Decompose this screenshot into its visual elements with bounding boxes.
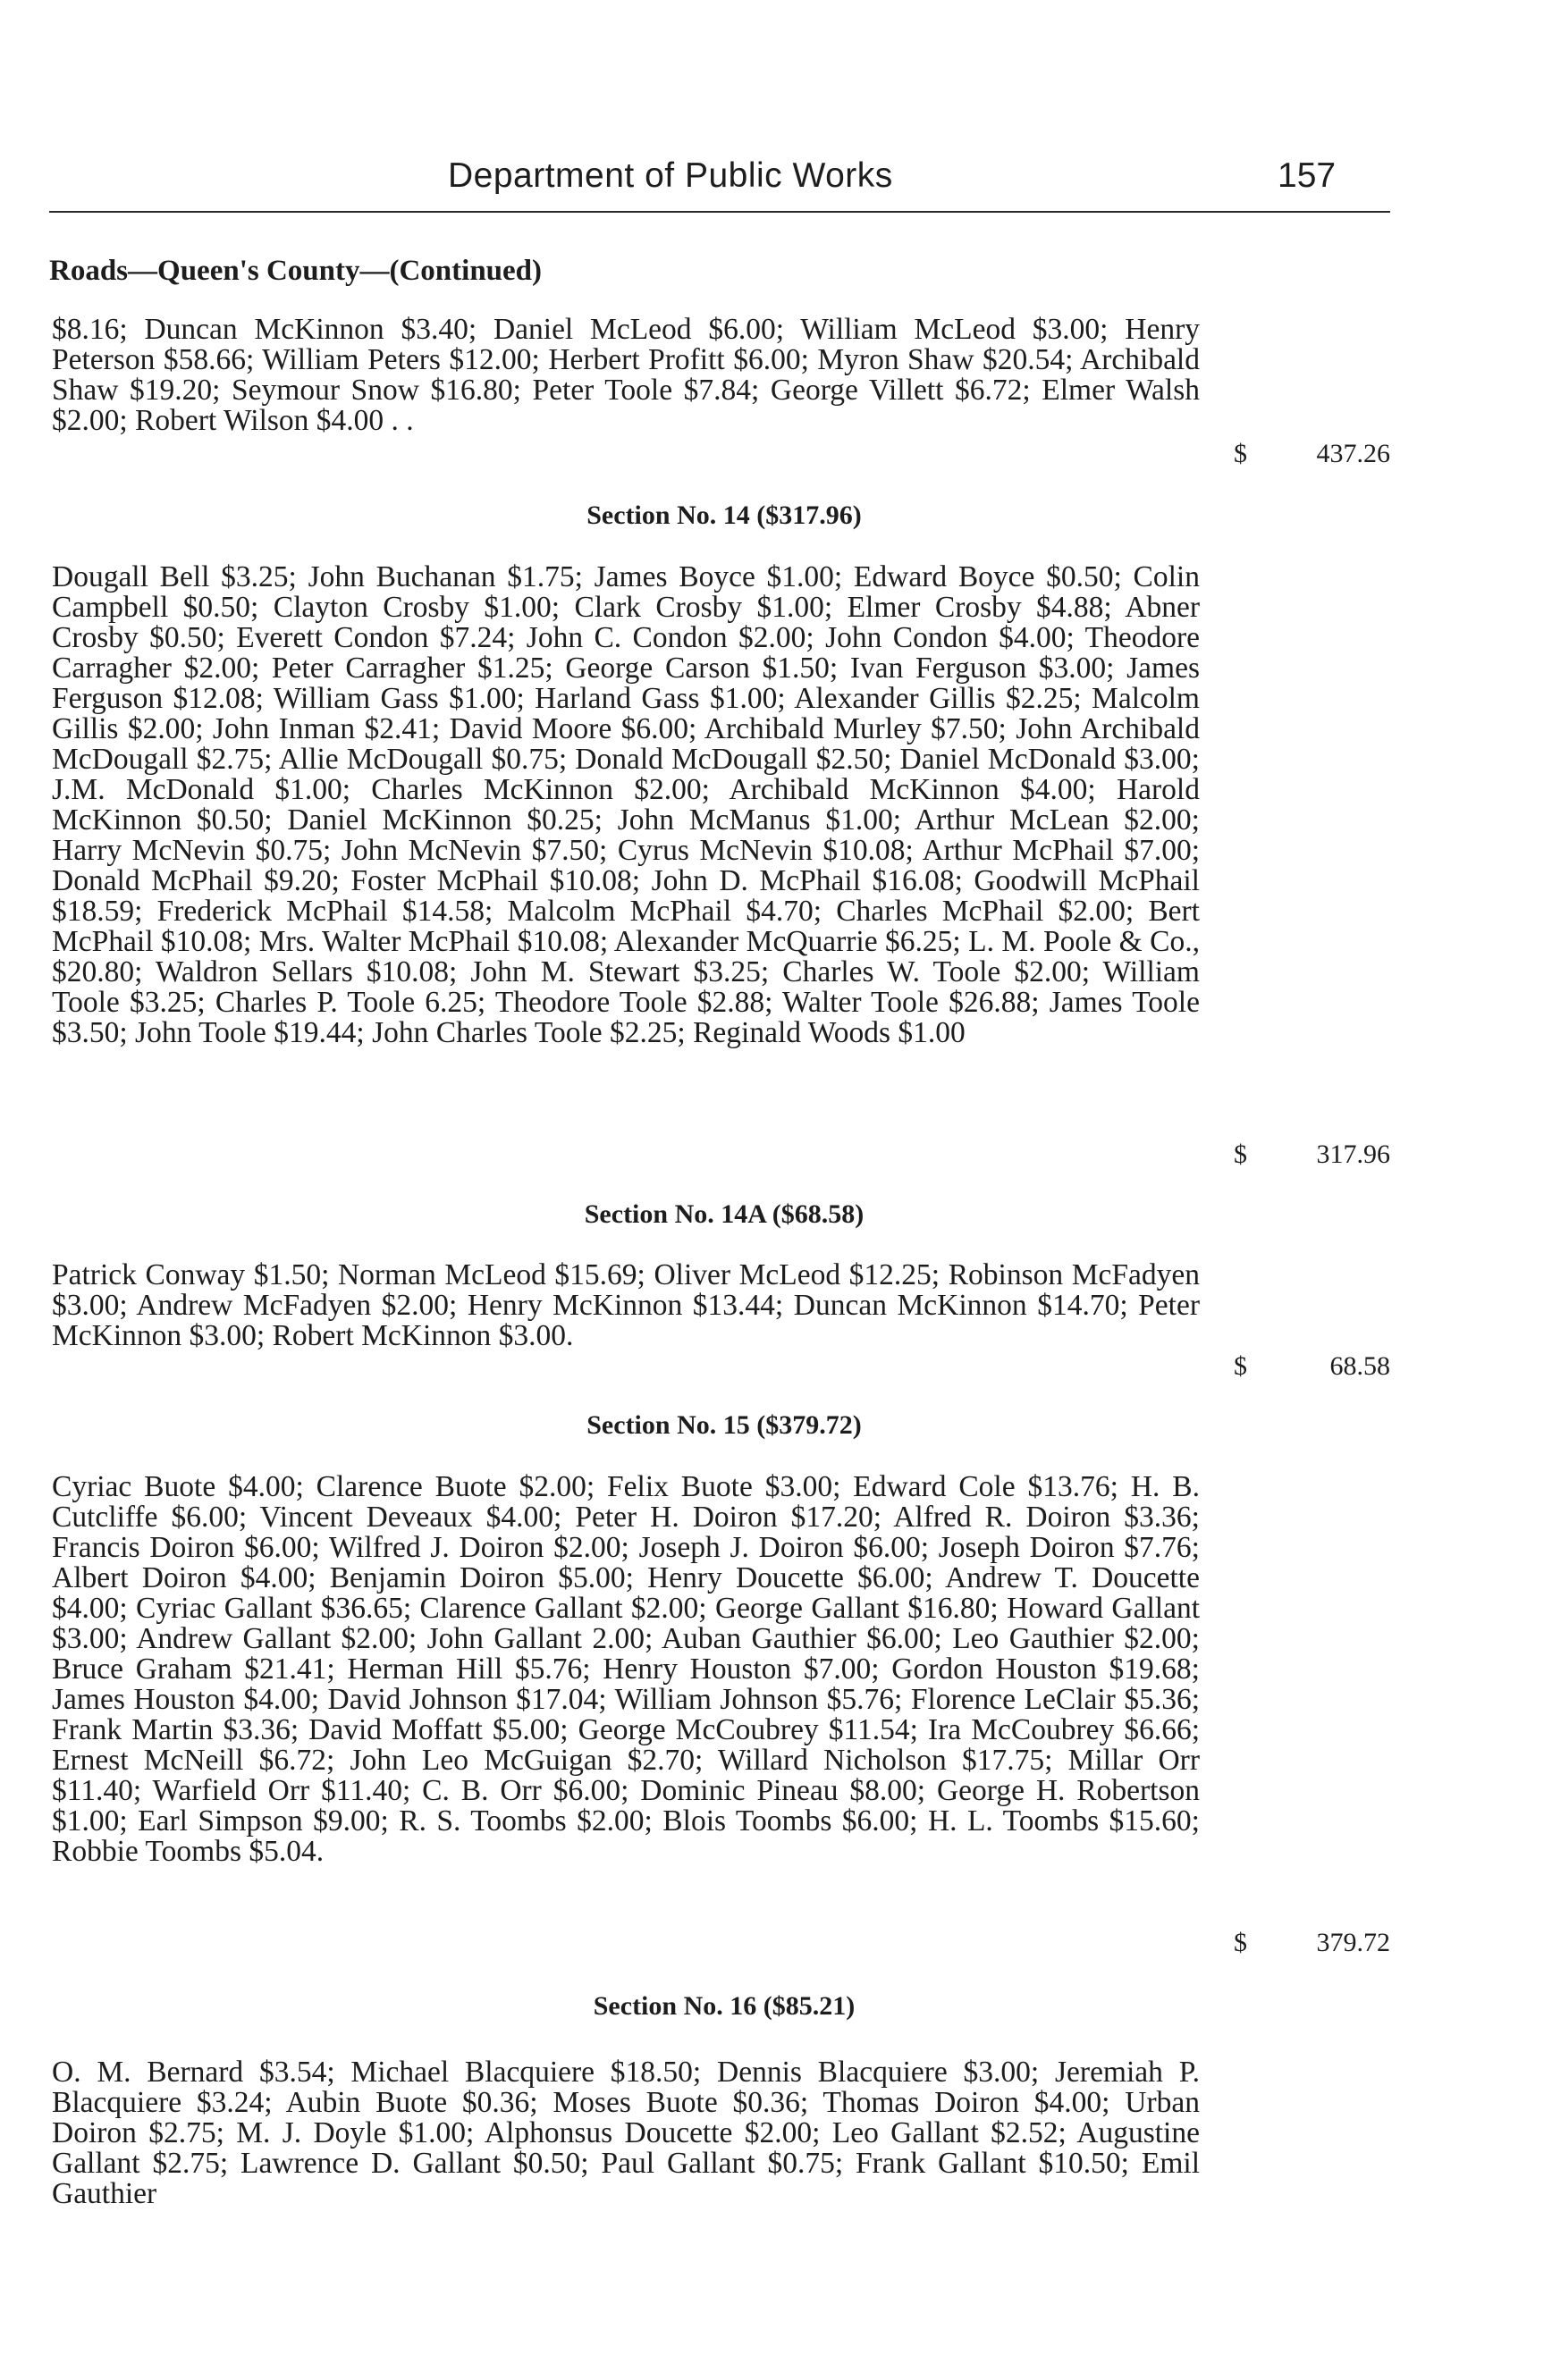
header-rule [49,211,1390,213]
intro-paragraph: $8.16; Duncan McKinnon $3.40; Daniel McLeod $6.00; William McLeod $3.00; Henry Peterson $58.66; William Peters $12.00; Herbert Profitt $6.00; Myron Shaw $20.54; Archibald Shaw $19.20; Seymour Snow $16.80; Peter Toole $7.84; George Villett $6.72; Elmer Walsh $2.00; Robert Wilson $4.00 . . [52,313,1200,437]
total-amount: 379.72 [1316,1928,1390,1957]
total-amount: 437.26 [1316,439,1390,468]
total-currency-symbol: $ [1234,1351,1247,1381]
total-currency-symbol: $ [1234,1140,1247,1169]
total-amount: 68.58 [1329,1351,1390,1381]
page-number: 157 [1278,156,1337,195]
section-paragraph-14a: Patrick Conway $1.50; Norman McLeod $15.69; Oliver McLeod $12.25; Robinson McFadyen $3.00; Andrew McFadyen $2.00; Henry McKinnon $13.44; Duncan McKinnon $14.70; Peter McKinnon $3.00; Robert McKinnon $3.00. [52,1258,1200,1352]
section-heading-14: Section No. 14 ($317.96) [586,500,862,530]
section-paragraph-16: O. M. Bernard $3.54; Michael Blacquiere $18.50; Dennis Blacquiere $3.00; Jeremiah P. Blacquiere $3.24; Aubin Buote $0.36; Moses Buote $0.36; Thomas Doiron $4.00; Urban Doiron $2.75; M. J. Doyle $1.00; Alphonsus Doucette $2.00; Leo Gallant $2.52; Augustine Gallant $2.75; Lawrence D. Gallant $0.50; Paul Gallant $0.75; Frank Gallant $10.50; Emil Gauthier [52,2056,1200,2210]
section-heading-14a: Section No. 14A ($68.58) [584,1199,865,1229]
running-header [49,156,1390,210]
total-amount: 317.96 [1316,1140,1390,1169]
section-heading-15: Section No. 15 ($379.72) [586,1410,862,1440]
header-title: Department of Public Works [448,156,893,195]
section-paragraph-15: Cyriac Buote $4.00; Clarence Buote $2.00; Felix Buote $3.00; Edward Cole $13.76; H. B. Cutcliffe $6.00; Vincent Deveaux $4.00; Peter H. Doiron $17.20; Alfred R. Doiron $3.36; Francis Doiron $6.00; Wilfred J. Doiron $2.00; Joseph J. Doiron $6.00; Joseph Doiron $7.76; Albert Doiron $4.00; Benjamin Doiron $5.00; Henry Doucette $6.00; Andrew T. Doucette $4.00; Cyriac Gallant $36.65; Clarence Gallant $2.00; George Gallant $16.80; Howard Gallant $3.00; Andrew Gallant $2.00; John Gallant 2.00; Auban Gauthier $6.00; Leo Gauthier $2.00; Bruce Graham $21.41; Herman Hill $5.76; Henry Houston $7.00; Gordon Houston $19.68; James Houston $4.00; David Johnson $17.04; William Johnson $5.76; Florence LeClair $5.36; Frank Martin $3.36; David Moffatt $5.00; George McCoubrey $11.54; Ira McCoubrey $6.66; Ernest McNeill $6.72; John Leo McGuigan $2.70; Willard Nicholson $17.75; Millar Orr $11.40; Warfield Orr $11.40; C. B. Orr $6.00; Dominic Pineau $8.00; George H. Robertson $1.00; Earl Simpson $9.00; R. S. Toombs $2.00; Blois Toombs $6.00; H. L. Toombs $15.60; Robbie Toombs $5.04. [52,1470,1200,1868]
total-currency-symbol: $ [1234,1928,1247,1957]
total-currency-symbol: $ [1234,439,1247,468]
section-heading-16: Section No. 16 ($85.21) [593,1991,856,2021]
continued-heading: Roads—Queen's County—(Continued) [49,255,543,287]
section-paragraph-14: Dougall Bell $3.25; John Buchanan $1.75; James Boyce $1.00; Edward Boyce $0.50; Colin Campbell $0.50; Clayton Crosby $1.00; Clark Crosby $1.00; Elmer Crosby $4.88; Abner Crosby $0.50; Everett Condon $7.24; John C. Condon $2.00; John Condon $4.00; Theodore Carragher $2.00; Peter Carragher $1.25; George Carson $1.50; Ivan Ferguson $3.00; James Ferguson $12.08; William Gass $1.00; Harland Gass $1.00; Alexander Gillis $2.25; Malcolm Gillis $2.00; John Inman $2.41; David Moore $6.00; Archibald Murley $7.50; John Archibald McDougall $2.75; Allie McDougall $0.75; Donald McDougall $2.50; Daniel McDonald $3.00; J.M. McDonald $1.00; Charles McKinnon $2.00; Archibald McKinnon $4.00; Harold McKinnon $0.50; Daniel McKinnon $0.25; John McManus $1.00; Arthur McLean $2.00; Harry McNevin $0.75; John McNevin $7.50; Cyrus McNevin $10.08; Arthur McPhail $7.00; Donald McPhail $9.20; Foster McPhail $10.08; John D. McPhail $16.08; Goodwill McPhail $18.59; Frederick McPhail $14.58; Malcolm McPhail $4.70; Charles McPhail $2.00; Bert McPhail $10.08; Mrs. Walter McPhail $10.08; Alexander McQuarrie $6.25; L. M. Poole & Co., $20.80; Waldron Sellars $10.08; John M. Stewart $3.25; Charles W. Toole $2.00; William Toole $3.25; Charles P. Toole 6.25; Theodore Toole $2.88; Walter Toole $26.88; James Toole $3.50; John Toole $19.44; John Charles Toole $2.25; Reginald Woods $1.00 [52,560,1200,1049]
